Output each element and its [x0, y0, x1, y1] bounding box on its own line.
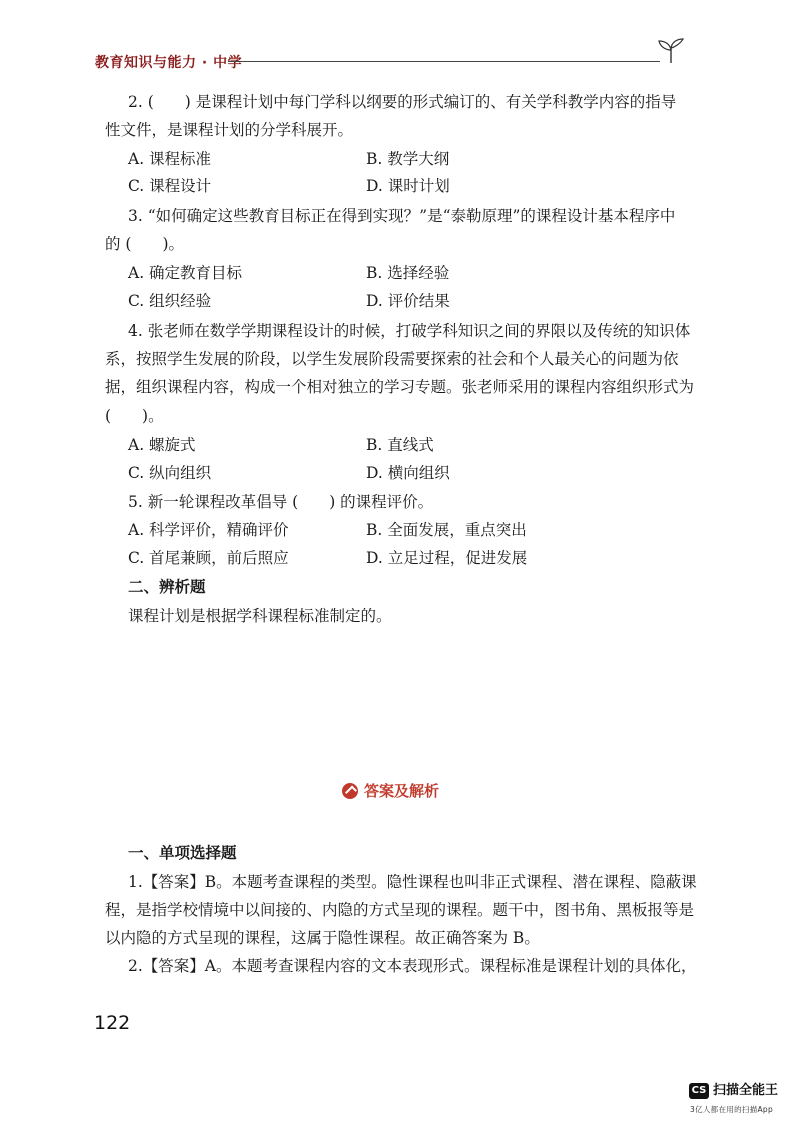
answers-title-text: 答案及解析	[364, 782, 440, 800]
q4-option-c: C. 纵向组织	[128, 464, 212, 482]
camscanner-logo-icon: CS	[689, 1083, 709, 1099]
running-header: 教育知识与能力 · 中学	[95, 55, 243, 71]
q4-line1: 4. 张老师在数学学期课程设计的时候，打破学科知识之间的界限以及传统的知识体	[128, 322, 691, 340]
q3-option-b: B. 选择经验	[366, 264, 450, 282]
watermark-tagline: 3亿人都在用的扫描App	[690, 1105, 774, 1114]
answers-badge-icon	[342, 783, 358, 799]
q3-option-d: D. 评价结果	[366, 292, 450, 310]
q4-line3: 据，组织课程内容，构成一个相对独立的学习专题。张老师采用的课程内容组织形式为	[105, 378, 695, 396]
q5-option-c: C. 首尾兼顾，前后照应	[128, 549, 289, 567]
answer1-line2: 程，是指学校情境中以间接的、内隐的方式呈现的课程。题干中，图书角、黑板报等是	[105, 901, 695, 919]
q4-line2: 系，按照学生发展的阶段，以学生发展阶段需要探索的社会和个人最关心的问题为依	[105, 350, 679, 368]
q2-option-b: B. 教学大纲	[366, 150, 450, 168]
answer1-line1: 1.【答案】B。本题考查课程的类型。隐性课程也叫非正式课程、潜在课程、隐蔽课	[128, 873, 697, 891]
q4-line4: ( )。	[105, 407, 164, 425]
answers-section1-heading: 一、单项选择题	[128, 843, 237, 862]
q3-line1: 3. “如何确定这些教育目标正在得到实现？”是“泰勒原理”的课程设计基本程序中	[128, 207, 676, 225]
q2-option-c: C. 课程设计	[128, 177, 212, 195]
answer1-line3: 以内隐的方式呈现的课程，这属于隐性课程。故正确答案为 B。	[105, 929, 540, 947]
watermark-name: 扫描全能王	[713, 1083, 779, 1098]
page-number: 122	[94, 1012, 131, 1034]
q5-option-b: B. 全面发展，重点突出	[366, 521, 527, 539]
q5-option-a: A. 科学评价，精确评价	[128, 521, 289, 539]
section2-statement: 课程计划是根据学科课程标准制定的。	[128, 607, 392, 625]
answers-title	[342, 780, 439, 801]
q5-line1: 5. 新一轮课程改革倡导 ( ) 的课程评价。	[128, 493, 434, 511]
q2-option-a: A. 课程标准	[128, 150, 212, 168]
q2-line1: 2. ( ) 是课程计划中每门学科以纲要的形式编订的、有关学科教学内容的指导	[128, 93, 677, 111]
q3-option-a: A. 确定教育目标	[128, 264, 243, 282]
sprout-icon	[655, 38, 687, 64]
q4-option-a: A. 螺旋式	[128, 436, 196, 454]
section2-heading: 二、辨析题	[128, 577, 206, 596]
header-rule	[228, 61, 660, 62]
q4-option-b: B. 直线式	[366, 436, 434, 454]
q2-line2: 性文件，是课程计划的分学科展开。	[105, 121, 354, 139]
answer2-line1: 2.【答案】A。本题考查课程内容的文本表现形式。课程标准是课程计划的具体化，	[128, 957, 697, 975]
q3-option-c: C. 组织经验	[128, 292, 212, 310]
q3-line2: 的 ( )。	[105, 235, 185, 253]
q2-option-d: D. 课时计划	[366, 177, 450, 195]
q4-option-d: D. 横向组织	[366, 464, 450, 482]
q5-option-d: D. 立足过程，促进发展	[366, 549, 528, 567]
